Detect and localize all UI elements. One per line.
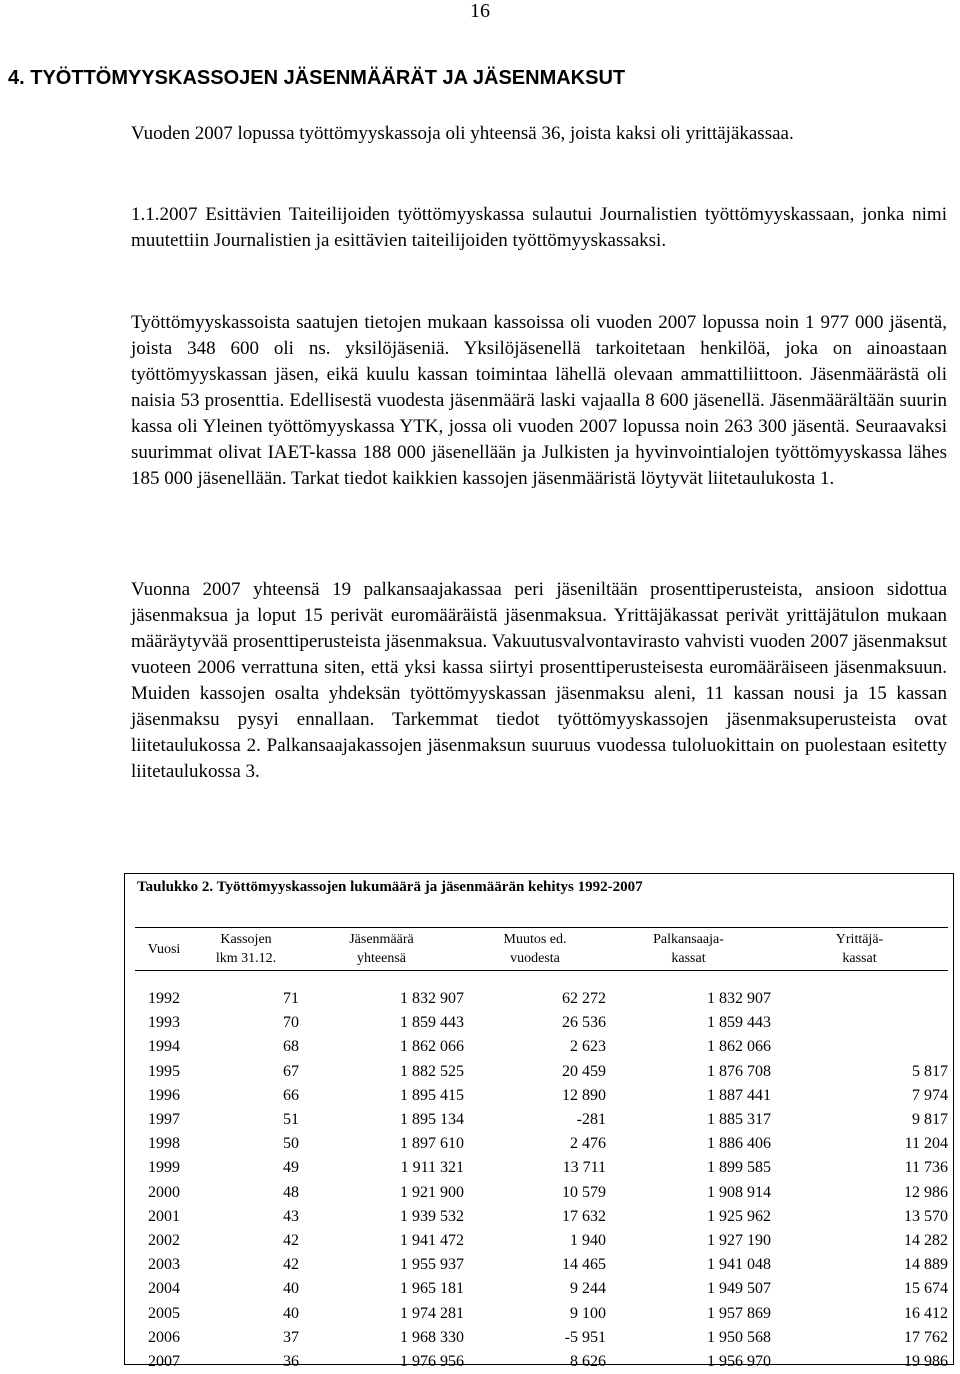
cell-total-members: 1 965 181: [299, 1277, 464, 1301]
cell-entrepreneur-funds: 14 889: [771, 1253, 948, 1277]
cell-year: 2007: [135, 1350, 193, 1374]
cell-total-members: 1 941 472: [299, 1229, 464, 1253]
cell-year: 2000: [135, 1181, 193, 1205]
cell-change: 12 890: [464, 1084, 606, 1108]
table-row: [135, 1350, 948, 1374]
cell-entrepreneur-funds: 13 570: [771, 1205, 948, 1229]
table-row: [135, 1132, 948, 1156]
cell-entrepreneur-funds: [771, 1035, 948, 1059]
cell-change: 2 476: [464, 1132, 606, 1156]
cell-employee-funds: 1 950 568: [606, 1326, 771, 1350]
cell-total-members: 1 974 281: [299, 1301, 464, 1325]
cell-total-members: 1 921 900: [299, 1181, 464, 1205]
table-row: [135, 1277, 948, 1301]
cell-employee-funds: 1 832 907: [606, 971, 771, 1012]
cell-employee-funds: 1 941 048: [606, 1253, 771, 1277]
table-row: [135, 1181, 948, 1205]
cell-employee-funds: 1 908 914: [606, 1181, 771, 1205]
cell-total-members: 1 955 937: [299, 1253, 464, 1277]
cell-employee-funds: 1 899 585: [606, 1156, 771, 1180]
cell-total-members: 1 832 907: [299, 971, 464, 1012]
cell-fund-count: 40: [193, 1301, 299, 1325]
cell-fund-count: 40: [193, 1277, 299, 1301]
cell-entrepreneur-funds: 11 736: [771, 1156, 948, 1180]
cell-employee-funds: 1 927 190: [606, 1229, 771, 1253]
cell-change: 62 272: [464, 971, 606, 1012]
table-row: [135, 1156, 948, 1180]
table-body: [135, 971, 948, 1374]
cell-entrepreneur-funds: [771, 1011, 948, 1035]
cell-entrepreneur-funds: 9 817: [771, 1108, 948, 1132]
cell-employee-funds: 1 949 507: [606, 1277, 771, 1301]
cell-entrepreneur-funds: 14 282: [771, 1229, 948, 1253]
cell-total-members: 1 911 321: [299, 1156, 464, 1180]
cell-employee-funds: 1 886 406: [606, 1132, 771, 1156]
header-change: Muutos ed. vuodesta: [464, 928, 606, 971]
table-row: [135, 1084, 948, 1108]
cell-entrepreneur-funds: [771, 971, 948, 1012]
cell-year: 2006: [135, 1326, 193, 1350]
cell-employee-funds: 1 957 869: [606, 1301, 771, 1325]
cell-change: 20 459: [464, 1060, 606, 1084]
cell-entrepreneur-funds: 15 674: [771, 1277, 948, 1301]
cell-change: 26 536: [464, 1011, 606, 1035]
cell-total-members: 1 976 956: [299, 1350, 464, 1374]
cell-fund-count: 67: [193, 1060, 299, 1084]
header-fund-count: Kassojen lkm 31.12.: [193, 928, 299, 971]
cell-fund-count: 37: [193, 1326, 299, 1350]
cell-employee-funds: 1 876 708: [606, 1060, 771, 1084]
table-2-box: [124, 873, 954, 1365]
cell-total-members: 1 895 415: [299, 1084, 464, 1108]
cell-year: 1993: [135, 1011, 193, 1035]
table-header-row: [135, 928, 948, 971]
cell-change: 8 626: [464, 1350, 606, 1374]
cell-year: 2003: [135, 1253, 193, 1277]
table-row: [135, 1060, 948, 1084]
cell-fund-count: 71: [193, 971, 299, 1012]
cell-fund-count: 51: [193, 1108, 299, 1132]
cell-employee-funds: 1 887 441: [606, 1084, 771, 1108]
cell-fund-count: 42: [193, 1229, 299, 1253]
cell-year: 2001: [135, 1205, 193, 1229]
cell-change: 9 244: [464, 1277, 606, 1301]
cell-year: 1992: [135, 971, 193, 1012]
paragraph-merger: 1.1.2007 Esittävien Taiteilijoiden työttömyyskassa sulautui Journalistien työttömyyskassaan, jonka nimi muutettiin Journalistien ja esittävien taiteilijoiden työttömyyskassaksi.: [131, 202, 947, 254]
table-row: [135, 1108, 948, 1132]
cell-entrepreneur-funds: 11 204: [771, 1132, 948, 1156]
cell-entrepreneur-funds: 17 762: [771, 1326, 948, 1350]
cell-employee-funds: 1 885 317: [606, 1108, 771, 1132]
cell-change: 13 711: [464, 1156, 606, 1180]
cell-year: 2005: [135, 1301, 193, 1325]
cell-year: 1998: [135, 1132, 193, 1156]
cell-total-members: 1 968 330: [299, 1326, 464, 1350]
cell-fund-count: 36: [193, 1350, 299, 1374]
page-number: 16: [460, 0, 500, 22]
cell-fund-count: 70: [193, 1011, 299, 1035]
cell-total-members: 1 862 066: [299, 1035, 464, 1059]
cell-change: -5 951: [464, 1326, 606, 1350]
cell-year: 1996: [135, 1084, 193, 1108]
cell-change: 9 100: [464, 1301, 606, 1325]
paragraph-fund-count: Vuoden 2007 lopussa työttömyyskassoja oli yhteensä 36, joista kaksi oli yrittäjäkassaa.: [131, 121, 947, 147]
cell-year: 1994: [135, 1035, 193, 1059]
cell-fund-count: 48: [193, 1181, 299, 1205]
cell-total-members: 1 882 525: [299, 1060, 464, 1084]
cell-fund-count: 49: [193, 1156, 299, 1180]
cell-year: 1999: [135, 1156, 193, 1180]
cell-change: 1 940: [464, 1229, 606, 1253]
cell-year: 2004: [135, 1277, 193, 1301]
cell-fund-count: 66: [193, 1084, 299, 1108]
cell-total-members: 1 939 532: [299, 1205, 464, 1229]
cell-employee-funds: 1 956 970: [606, 1350, 771, 1374]
header-employee-funds: Palkansaaja- kassat: [606, 928, 771, 971]
cell-fund-count: 42: [193, 1253, 299, 1277]
paragraph-membership-fees: Vuonna 2007 yhteensä 19 palkansaajakassaa peri jäseniltään prosenttiperusteista, ansioon sidottua jäsenmaksua ja loput 15 perivät euromääräistä jäsenmaksua. Yrittäjäkassat perivät yrittäjätulon mukaan määräytyvää prosenttiperusteista jäsenmaksua. Vakuutusvalvontavirasto vahvisti vuoden 2007 jäsenmaksut vuoteen 2006 verrattuna siten, että yksi kassa siirtyi prosenttiperusteisesta euromääräiseen jäsenmaksuun. Muiden kassojen osalta yhdeksän työttömyyskassan jäsenmaksu aleni, 11 kassan nousi ja 15 kassan jäsenmaksu pysyi ennallaan. Tarkemmat tiedot työttömyyskassojen jäsenmaksuperusteista ovat liitetaulukossa 2. Palkansaajakassojen jäsenmaksun suuruus vuodessa tuloluokittain on puolestaan esitetty liitetaulukossa 3.: [131, 577, 947, 785]
cell-change: 10 579: [464, 1181, 606, 1205]
cell-total-members: 1 859 443: [299, 1011, 464, 1035]
cell-total-members: 1 895 134: [299, 1108, 464, 1132]
table-row: [135, 1205, 948, 1229]
cell-change: 14 465: [464, 1253, 606, 1277]
cell-entrepreneur-funds: 5 817: [771, 1060, 948, 1084]
cell-change: 17 632: [464, 1205, 606, 1229]
cell-employee-funds: 1 925 962: [606, 1205, 771, 1229]
cell-total-members: 1 897 610: [299, 1132, 464, 1156]
cell-year: 1997: [135, 1108, 193, 1132]
cell-year: 1995: [135, 1060, 193, 1084]
table-row: [135, 1035, 948, 1059]
cell-entrepreneur-funds: 19 986: [771, 1350, 948, 1374]
header-total-members: Jäsenmäärä yhteensä: [299, 928, 464, 971]
table-caption: Taulukko 2. Työttömyyskassojen lukumäärä ja jäsenmäärän kehitys 1992-2007: [137, 876, 643, 898]
cell-fund-count: 50: [193, 1132, 299, 1156]
table-row: [135, 971, 948, 1012]
cell-entrepreneur-funds: 7 974: [771, 1084, 948, 1108]
cell-employee-funds: 1 862 066: [606, 1035, 771, 1059]
cell-entrepreneur-funds: 12 986: [771, 1181, 948, 1205]
section-heading: 4. TYÖTTÖMYYSKASSOJEN JÄSENMÄÄRÄT JA JÄSENMAKSUT: [8, 64, 625, 92]
header-entrepreneur-funds: Yrittäjä- kassat: [771, 928, 948, 971]
header-year: Vuosi: [135, 928, 193, 971]
table-row: [135, 1229, 948, 1253]
table-row: [135, 1253, 948, 1277]
membership-table: [135, 927, 948, 1374]
cell-change: 2 623: [464, 1035, 606, 1059]
cell-employee-funds: 1 859 443: [606, 1011, 771, 1035]
table-row: [135, 1326, 948, 1350]
table-row: [135, 1011, 948, 1035]
cell-change: -281: [464, 1108, 606, 1132]
table-row: [135, 1301, 948, 1325]
cell-year: 2002: [135, 1229, 193, 1253]
paragraph-membership: Työttömyyskassoista saatujen tietojen mukaan kassoissa oli vuoden 2007 lopussa noin 1 977 000 jäsentä, joista 348 600 oli ns. yksilöjäseniä. Yksilöjäsenellä tarkoitetaan henkilöä, joka on ainoastaan työttömyyskassan jäsen, eikä kuulu kassan toimintaa lähellä olevaan ammattiliittoon. Jäsenmäärästä oli naisia 53 prosenttia. Edellisestä vuodesta jäsenmäärä laski vajaalla 8 600 jäsenellä. Jäsenmäärältään suurin kassa oli Yleinen työttömyyskassa YTK, jossa oli vuoden 2007 lopussa noin 263 300 jäsentä. Seuraavaksi suurimmat olivat IAET-kassa 188 000 jäsenellään ja Julkisten ja hyvinvointialojen työttömyyskassa lähes 185 000 jäsenellään. Tarkat tiedot kaikkien kassojen jäsenmääristä löytyvät liitetaulukosta 1.: [131, 310, 947, 492]
cell-entrepreneur-funds: 16 412: [771, 1301, 948, 1325]
cell-fund-count: 43: [193, 1205, 299, 1229]
cell-fund-count: 68: [193, 1035, 299, 1059]
